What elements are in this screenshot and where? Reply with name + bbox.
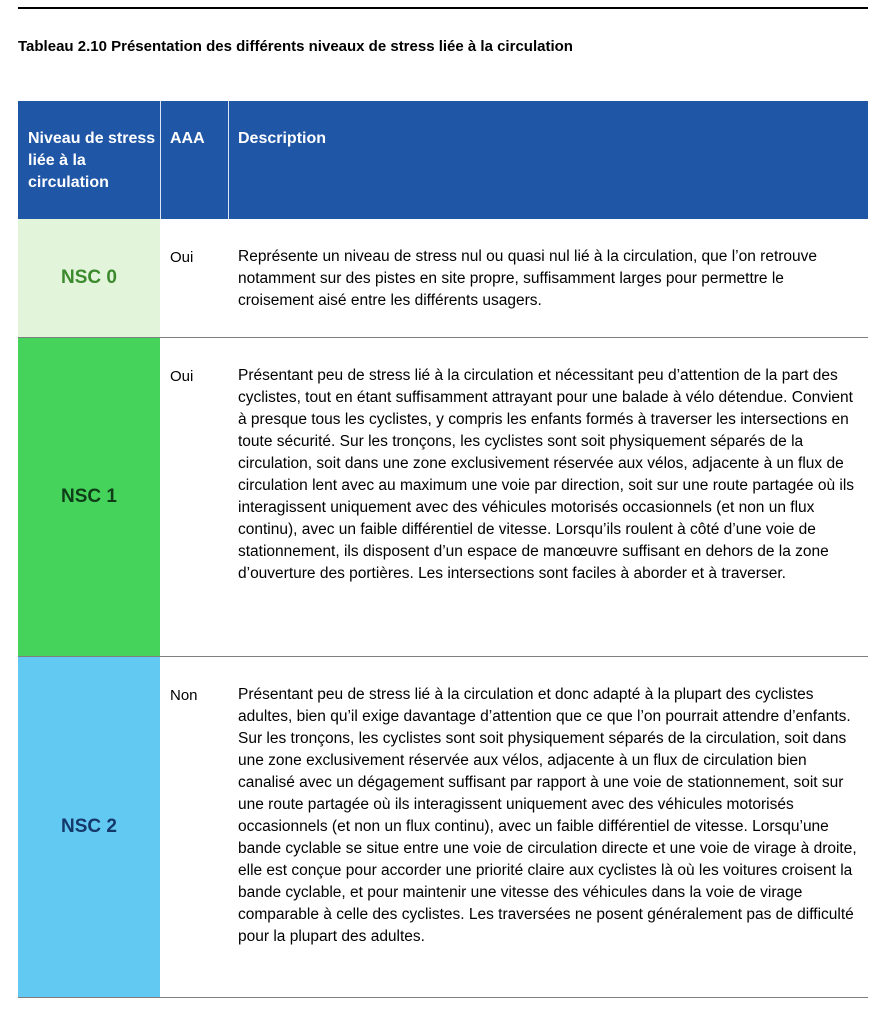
header-level: Niveau de stress liée à la circulation [28, 130, 156, 191]
table-header [18, 101, 868, 219]
level-cell: NSC 1 [18, 338, 160, 656]
table-row-nsc2 [18, 657, 868, 998]
level-cell: NSC 2 [18, 657, 160, 997]
header-aaa: AAA [170, 130, 205, 147]
description-cell: Représente un niveau de stress nul ou quasi nul lié à la circulation, que l’on retrouve notamment sur des pistes en site propre, suffisamment larges pour permettre le croisement aisé entre les différents usagers. [238, 248, 818, 309]
aaa-cell: Non [170, 687, 198, 704]
level-cell: NSC 0 [18, 219, 160, 337]
table-title: Tableau 2.10 Présentation des différents niveaux de stress liée à la circulation [18, 38, 573, 55]
description-cell: Présentant peu de stress lié à la circulation et donc adapté à la plupart des cyclistes adultes, bien qu’il exige davantage d’attention que ce que l’on pourrait attendre d’enfants. Sur les tronçons, les cyclistes sont soit physiquement séparés de la circulation, soit dans une zone exclusivement réservée aux vélos, adjacente à un flux de circulation bien canalisé avec un dégagement suffisant par rapport à une voie de stationnement, soit sur une route partagée où ils interagissent uniquement avec des véhicules motorisés occasionnels (et non un flux continu), avec un faible différentiel de vitesse. Lorsqu’une bande cyclable se situe entre une voie de circulation directe et une voie de virage à droite, elle est conçue pour accorder une priorité claire aux cyclistes là où les voitures croisent la bande cyclable, et pour maintenir une vitesse des véhicules dans la voie de virage comparable à celle des cyclistes. Les traversées ne posent généralement pas de difficulté pour la plupart des adultes. [238, 686, 857, 945]
table-row-nsc0 [18, 219, 868, 338]
table-row-nsc1 [18, 338, 868, 657]
aaa-cell: Oui [170, 249, 194, 266]
aaa-cell: Oui [170, 368, 194, 385]
header-divider [228, 101, 229, 219]
description-cell: Présentant peu de stress lié à la circulation et nécessitant peu d’attention de la part des cyclistes, tout en étant suffisamment attrayant pour une balade à vélo détendue. Convient à presque tous les cyclistes, y compris les enfants formés à traverser les intersections en toute sécurité. Sur les tronçons, les cyclistes sont soit physiquement séparés de la circulation, soit dans une zone exclusivement réservée aux vélos, adjacente à un flux de circulation lent avec au maximum une voie par direction, soit sur une route partagée où ils interagissent uniquement avec des véhicules motorisés occasionnels (et non un flux continu), avec un faible différentiel de vitesse. Lorsqu’ils roulent à côté d’une voie de stationnement, ils disposent d’un espace de manœuvre suffisant en dehors de la zone d’ouverture des portières. Les intersections sont faciles à aborder et à traverser. [238, 367, 855, 582]
header-divider [160, 101, 161, 219]
top-rule [18, 7, 868, 9]
header-description: Description [238, 130, 327, 147]
stress-levels-table [18, 101, 868, 998]
